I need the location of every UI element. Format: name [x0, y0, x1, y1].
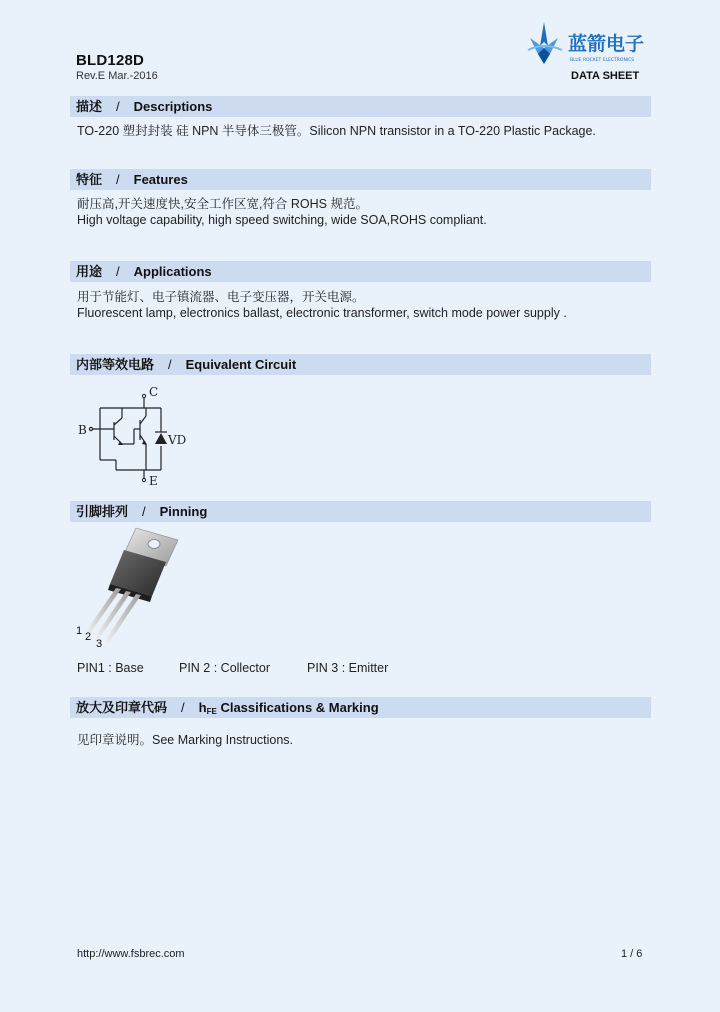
- revision-date: Rev.E Mar.-2016: [76, 70, 158, 82]
- section-title-cn: 引脚排列: [76, 504, 129, 519]
- section-title-en: Applications: [133, 264, 212, 279]
- pin3-description: PIN 3 : Emitter: [307, 661, 389, 675]
- section-separator: /: [116, 264, 120, 279]
- hfe-h: h: [198, 700, 207, 715]
- section-title-en: [199, 700, 379, 715]
- hfe-title-rest: Classifications & Marking: [216, 700, 379, 715]
- section-title-cn: 放大及印章代码: [76, 700, 168, 715]
- section-title-cn: 内部等效电路: [76, 357, 155, 372]
- pin1-description: PIN1 : Base: [77, 661, 144, 675]
- section-separator: /: [168, 357, 172, 372]
- section-title-en: Descriptions: [133, 99, 213, 114]
- section-separator: /: [116, 99, 120, 114]
- section-title-en: Pinning: [159, 504, 208, 519]
- section-separator: /: [142, 504, 146, 519]
- hfe-marking-text: 见印章说明。See Marking Instructions.: [77, 733, 294, 747]
- pin-number-1: 1: [76, 625, 83, 637]
- features-text-cn: 耐压高,开关速度快,安全工作区宽,符合 ROHS 规范。: [77, 197, 368, 211]
- circuit-label-diode: VD: [168, 433, 187, 447]
- applications-text-en: Fluorescent lamp, electronics ballast, electronic transformer, switch mode power supply .: [77, 306, 567, 320]
- footer-website-link[interactable]: http://www.fsbrec.com: [77, 948, 185, 960]
- equivalent-circuit-diagram: [76, 384, 196, 490]
- pin-number-3: 3: [96, 638, 103, 650]
- circuit-label-emitter: E: [149, 474, 158, 488]
- descriptions-text: TO-220 塑封封装 硅 NPN 半导体三极管。Silicon NPN transistor in a TO-220 Plastic Package.: [77, 124, 596, 138]
- pin2-description: PIN 2 : Collector: [179, 661, 271, 675]
- section-header-applications: [70, 261, 651, 282]
- circuit-label-base: B: [78, 423, 87, 437]
- company-logo: [524, 20, 654, 68]
- section-header-features: [70, 169, 651, 190]
- section-title-en: Equivalent Circuit: [185, 357, 297, 372]
- section-separator: /: [181, 700, 185, 715]
- section-title-cn: 描述: [76, 99, 103, 114]
- section-header-pinning: [70, 501, 651, 522]
- circuit-label-collector: C: [149, 385, 159, 399]
- hfe-subscript: FE: [206, 707, 217, 716]
- page-number: 1 / 6: [621, 948, 643, 960]
- section-header-descriptions: [70, 96, 651, 117]
- section-title-cn: 用途: [76, 264, 103, 279]
- section-header-hfe-classifications: [70, 697, 651, 718]
- applications-text-cn: 用于节能灯、电子镇流器、电子变压器，开关电源。: [77, 290, 365, 304]
- pin-number-labels: [76, 625, 116, 653]
- section-header-equivalent-circuit: [70, 354, 651, 375]
- section-separator: /: [116, 172, 120, 187]
- logo-subtext: BLUE ROCKET ELECTRONICS: [570, 58, 635, 63]
- section-title-cn: 特征: [76, 172, 103, 187]
- features-text-en: High voltage capability, high speed switching, wide SOA,ROHS compliant.: [77, 213, 487, 227]
- doc-type-label: DATA SHEET: [571, 70, 640, 82]
- part-number: BLD128D: [76, 52, 145, 69]
- section-title-en: Features: [133, 172, 188, 187]
- pin-number-2: 2: [85, 631, 92, 643]
- logo-text: 蓝箭电子: [568, 33, 645, 55]
